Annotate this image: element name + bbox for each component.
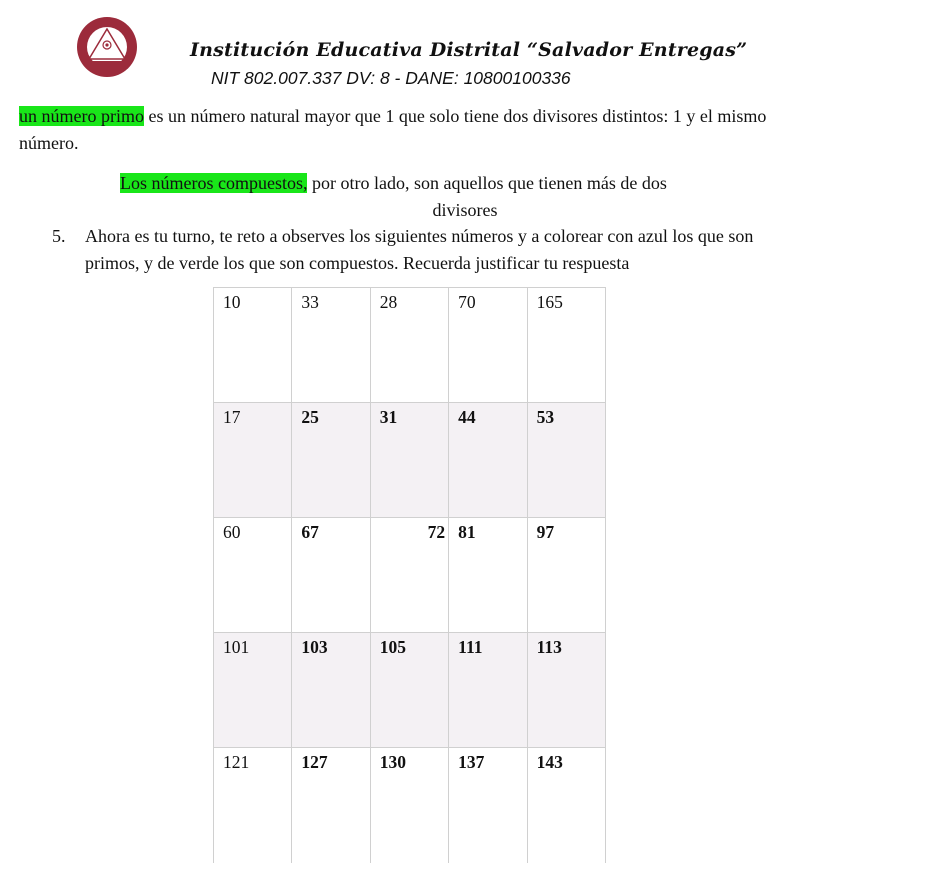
number-cell[interactable]: 44 <box>449 403 527 518</box>
composite-definition-text-2: divisores <box>432 200 498 220</box>
number-cell[interactable]: 127 <box>292 748 370 863</box>
prime-definition-text: es un número natural mayor que 1 que solo tiene dos divisores distintos: 1 y el mismo número. <box>19 106 767 153</box>
exercise-text: Ahora es tu turno, te reto a observes los siguientes números y a colorear con azul los que son primos, y de verde los que son compuestos. Recuerda justificar tu respuesta <box>85 226 754 273</box>
number-cell[interactable]: 31 <box>370 403 448 518</box>
number-cell[interactable]: 113 <box>527 633 605 748</box>
number-cell[interactable]: 17 <box>214 403 292 518</box>
number-cell[interactable]: 28 <box>370 288 448 403</box>
table-row <box>214 633 606 748</box>
institution-name: Institución Educativa Distrital “Salvador Entregas” <box>190 39 748 61</box>
number-cell[interactable]: 137 <box>449 748 527 863</box>
table-row <box>214 748 606 863</box>
number-cell[interactable]: 143 <box>527 748 605 863</box>
school-logo <box>70 15 144 79</box>
number-cell[interactable]: 101 <box>214 633 292 748</box>
number-cell[interactable]: 25 <box>292 403 370 518</box>
number-cell[interactable]: 60 <box>214 518 292 633</box>
number-cell[interactable]: 72 <box>370 518 448 633</box>
exercise-item <box>52 223 812 277</box>
numbers-table <box>213 287 606 863</box>
number-cell[interactable]: 81 <box>449 518 527 633</box>
number-cell[interactable]: 121 <box>214 748 292 863</box>
number-cell[interactable]: 97 <box>527 518 605 633</box>
nit-line: NIT 802.007.337 DV: 8 - DANE: 10800100336 <box>211 68 571 88</box>
prime-definition <box>19 103 819 157</box>
number-cell[interactable]: 53 <box>527 403 605 518</box>
number-cell[interactable]: 33 <box>292 288 370 403</box>
number-cell[interactable]: 10 <box>214 288 292 403</box>
table-row <box>214 518 606 633</box>
number-cell[interactable]: 103 <box>292 633 370 748</box>
table-row <box>214 403 606 518</box>
exercise-number: 5. <box>52 226 66 246</box>
number-cell[interactable]: 111 <box>449 633 527 748</box>
composite-term-highlight: Los números compuestos, <box>120 173 308 193</box>
table-row <box>214 288 606 403</box>
number-cell[interactable]: 130 <box>370 748 448 863</box>
number-cell[interactable]: 165 <box>527 288 605 403</box>
prime-term-highlight: un número primo <box>19 106 144 126</box>
composite-definition <box>120 170 820 224</box>
number-cell[interactable]: 67 <box>292 518 370 633</box>
composite-definition-text: por otro lado, son aquellos que tienen más de dos <box>307 173 667 193</box>
number-cell[interactable]: 105 <box>370 633 448 748</box>
number-cell[interactable]: 70 <box>449 288 527 403</box>
